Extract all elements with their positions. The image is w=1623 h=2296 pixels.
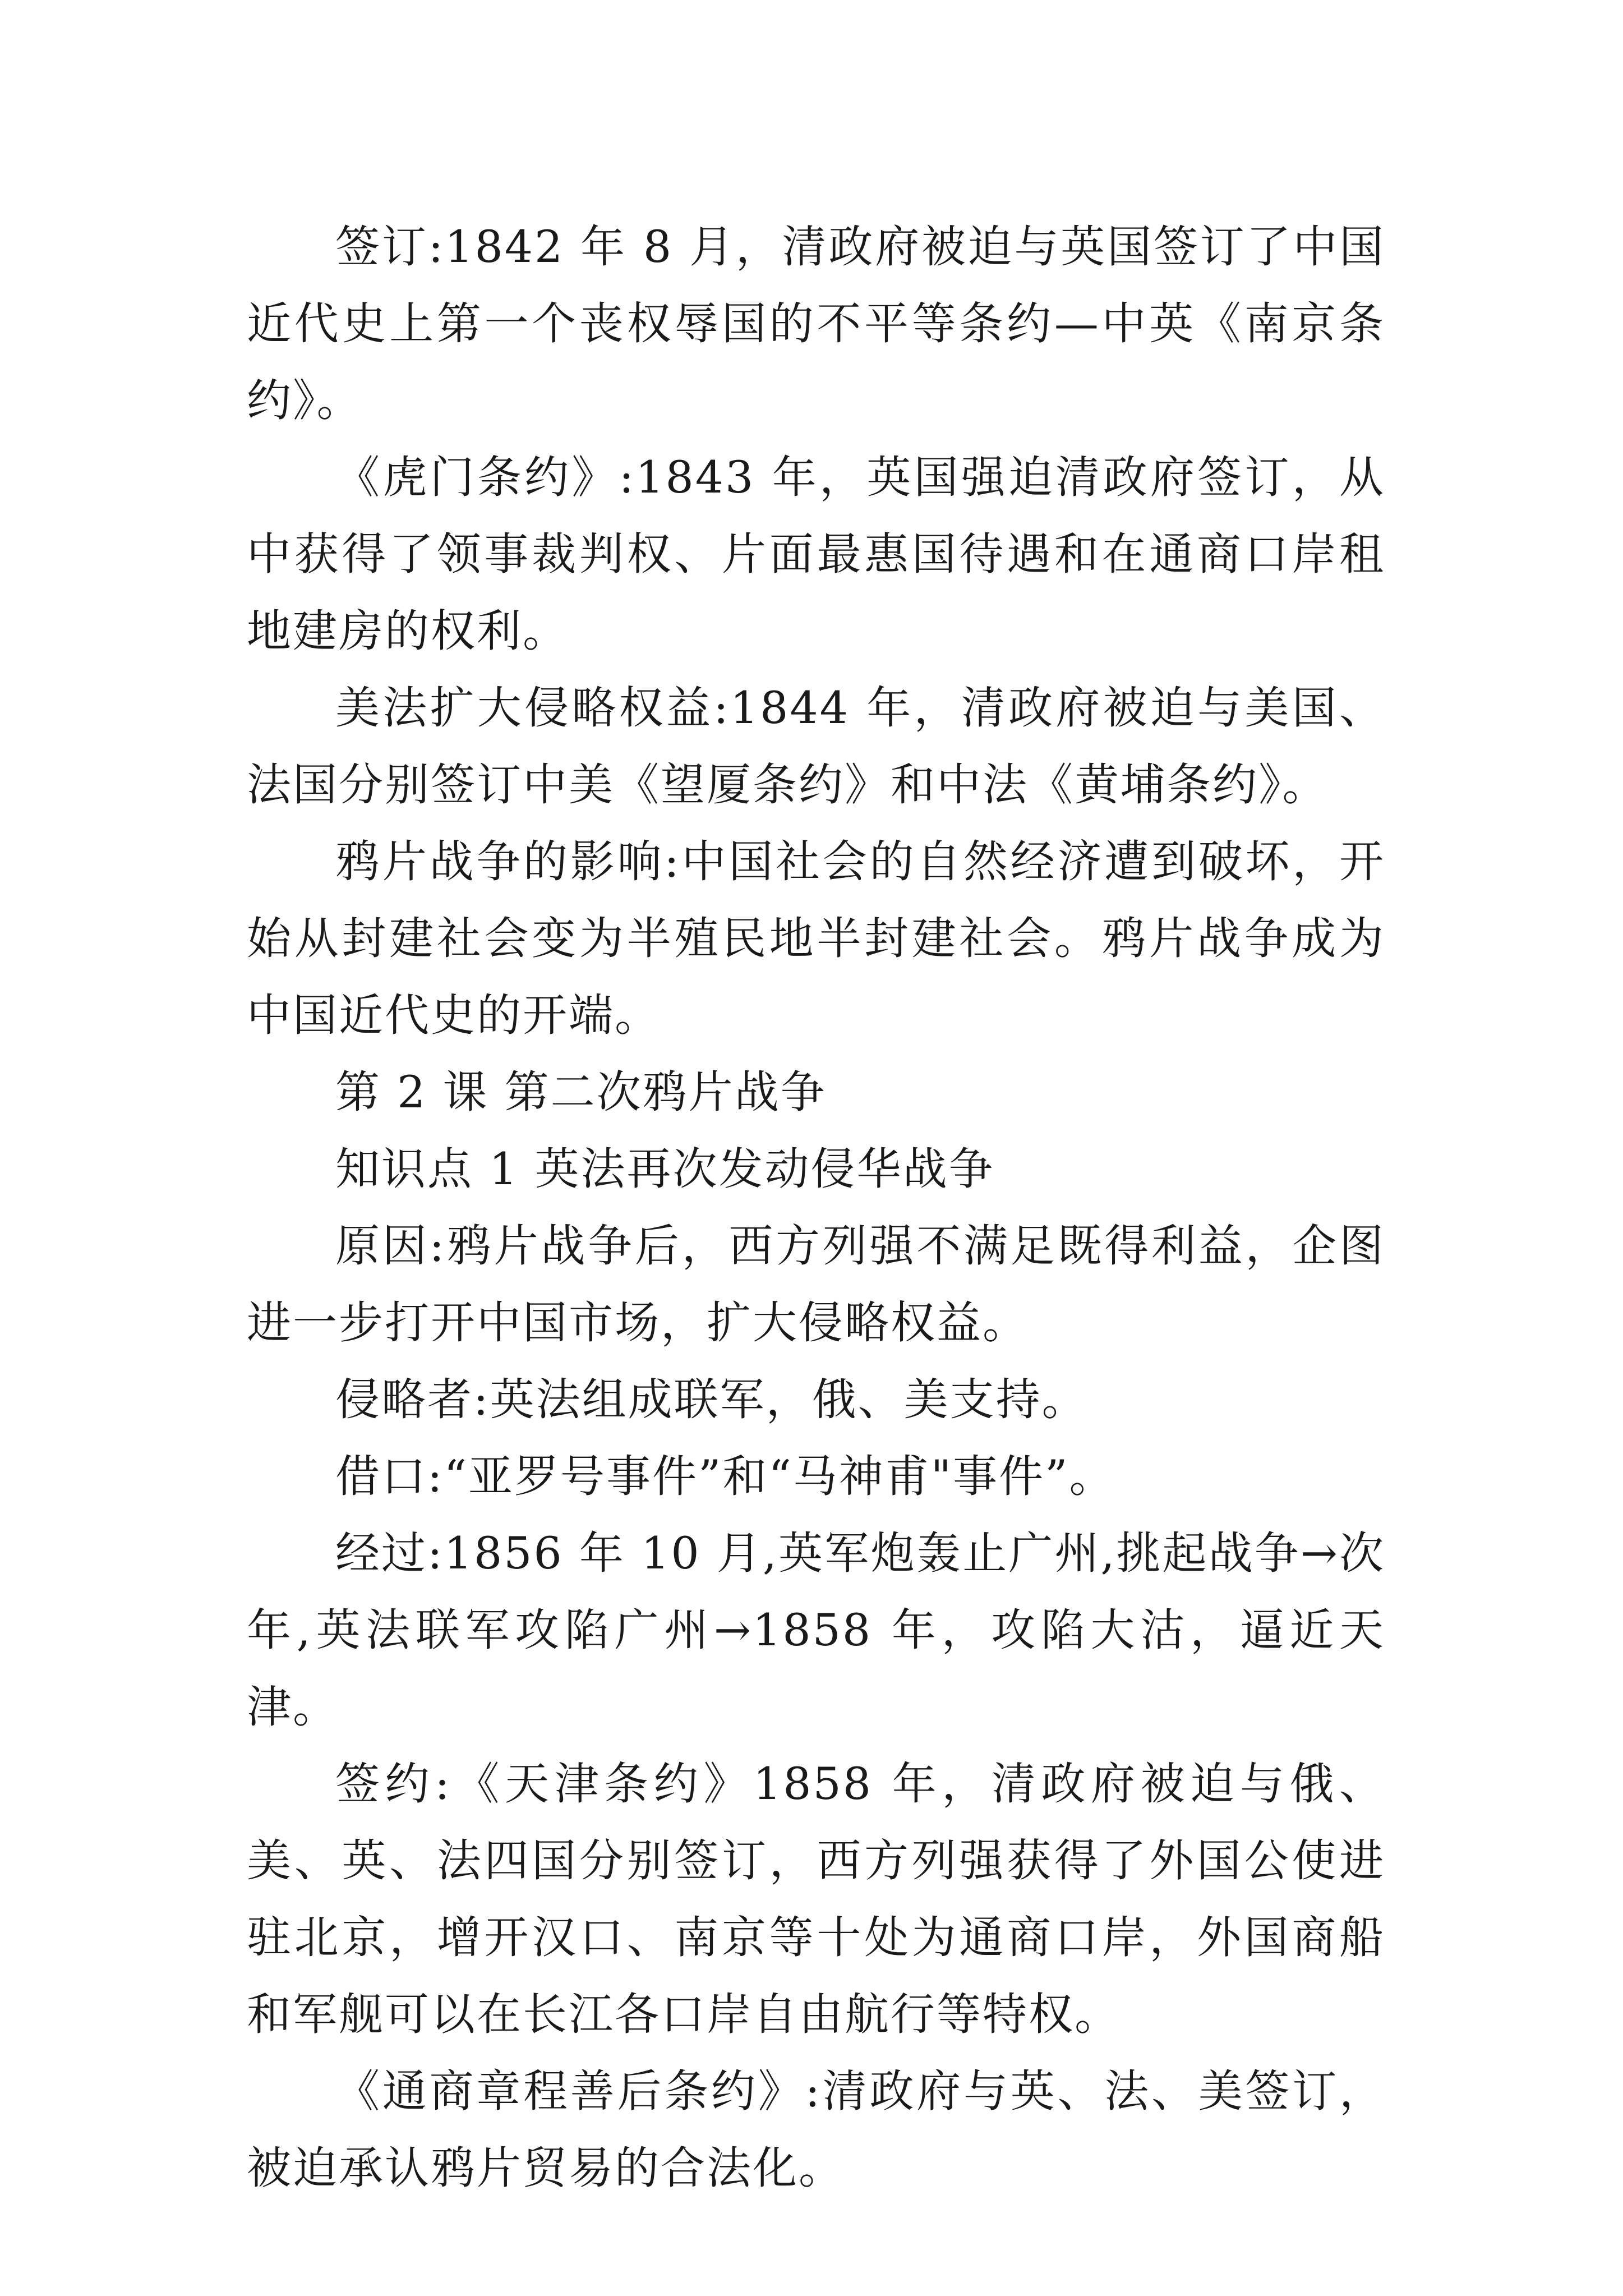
- paragraph-trade-regulations: 《通商章程善后条约》:清政府与英、法、美签订，被迫承认鸦片贸易的合法化。: [247, 2065, 1385, 2194]
- paragraph-opium-war-impact: 鸦片战争的影响:中国社会的自然经济遭到破坏，开始从封建社会变为半殖民地半封建社会。鸦片战争成为中国近代史的开端。: [247, 836, 1385, 1041]
- paragraph-humen-treaty: 《虎门条约》:1843 年，英国强迫清政府签订，从中获得了领事裁判权、片面最惠国待遇和在通商口岸租地建房的权利。: [247, 452, 1385, 657]
- paragraph-course: 经过:1856 年 10 月,英军炮轰止广州,挑起战争→次年,英法联军攻陷广州→1858 年，攻陷大沽，逼近天津。: [247, 1527, 1385, 1733]
- document-body: [247, 209, 1385, 2207]
- paragraph-nanjing-treaty: 签订:1842 年 8 月，清政府被迫与英国签订了中国近代史上第一个丧权辱国的不平等条约—中英《南京条约》。: [247, 221, 1385, 426]
- knowledge-point-heading: 知识点 1 英法再次发动侵华战争: [335, 1143, 995, 1195]
- lesson-heading: 第 2 课 第二次鸦片战争: [335, 1066, 827, 1118]
- paragraph-us-france-rights: 美法扩大侵略权益:1844 年，清政府被迫与美国、法国分别签订中美《望厦条约》和中法《黄埔条约》。: [247, 682, 1385, 811]
- paragraph-tianjin-treaty: 签约:《天津条约》1858 年，清政府被迫与俄、美、英、法四国分别签订，西方列强获得了外国公使进驻北京，增开汉口、南京等十处为通商口岸，外国商船和军舰可以在长江各口岸自由航行等特权。: [247, 1758, 1385, 2040]
- paragraph-pretext: 借口:“亚罗号事件”和“马神甫"事件”。: [335, 1451, 1115, 1502]
- paragraph-cause: 原因:鸦片战争后，西方列强不满足既得利益，企图进一步打开中国市场，扩大侵略权益。: [247, 1220, 1385, 1349]
- paragraph-aggressors: 侵略者:英法组成联军，俄、美支持。: [335, 1374, 1088, 1425]
